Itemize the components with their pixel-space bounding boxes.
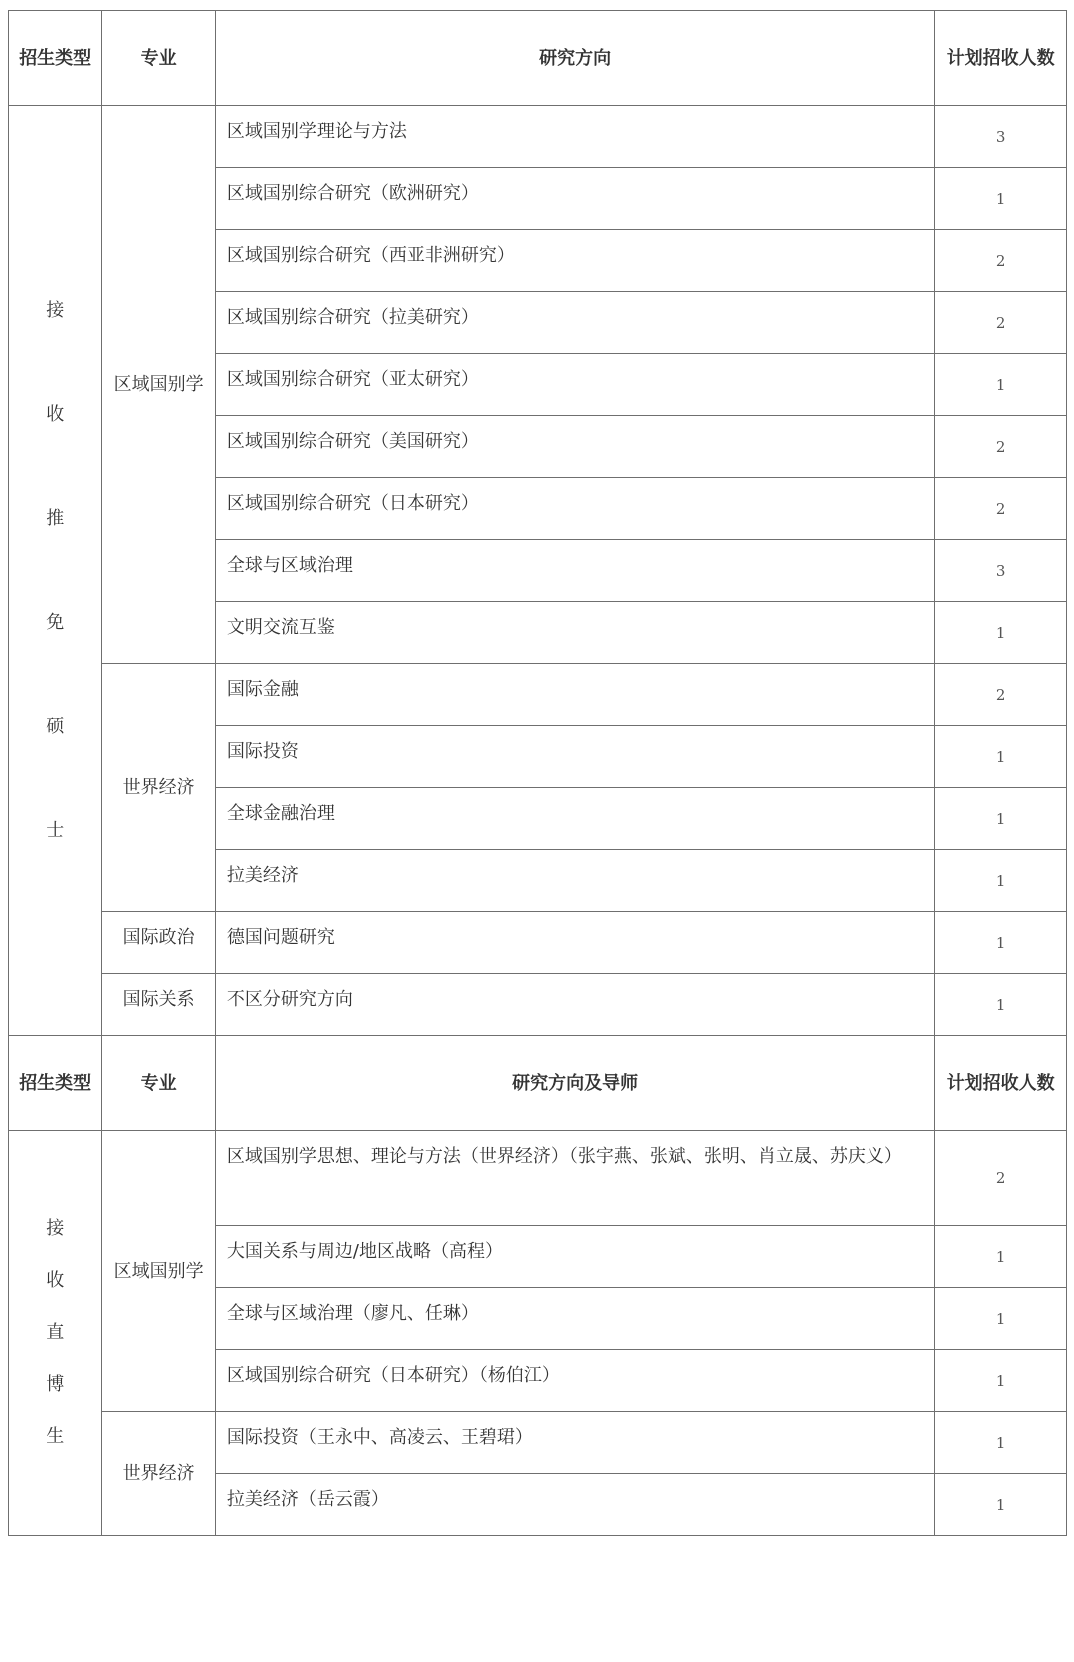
direction-cell: 区域国别综合研究（欧洲研究） [215,168,934,230]
direction-cell: 拉美经济（岳云霞） [215,1474,934,1536]
direction-cell: 文明交流互鉴 [215,602,934,664]
major-cell: 国际关系 [102,974,216,1036]
direction-cell: 全球金融治理 [215,788,934,850]
count-cell: 2 [935,292,1067,354]
type-char: 士 [46,819,65,841]
count-cell: 1 [935,168,1067,230]
type-char: 推 [46,507,65,529]
enrollment-type-cell [9,106,102,1036]
count-cell: 1 [935,974,1067,1036]
type-char: 接 [46,299,65,321]
count-cell: 1 [935,1350,1067,1412]
count-cell: 2 [935,478,1067,540]
direction-cell: 不区分研究方向 [215,974,934,1036]
count-cell: 1 [935,602,1067,664]
count-cell: 3 [935,540,1067,602]
type-char: 直 [46,1322,65,1343]
direction-cell: 区域国别综合研究（亚太研究） [215,354,934,416]
count-cell: 1 [935,1474,1067,1536]
table-row [9,1131,1067,1226]
direction-cell: 大国关系与周边/地区战略（高程） [215,1226,934,1288]
table-row [9,974,1067,1036]
header-count: 计划招收人数 [935,1036,1067,1131]
count-cell: 2 [935,230,1067,292]
major-cell: 世界经济 [102,1412,216,1536]
direction-cell: 区域国别综合研究（日本研究）（杨伯江） [215,1350,934,1412]
header-type: 招生类型 [9,1036,102,1131]
header-type: 招生类型 [9,11,102,106]
table-row [9,106,1067,168]
count-cell: 1 [935,1412,1067,1474]
major-cell: 国际政治 [102,912,216,974]
type-char: 博 [46,1374,65,1395]
direction-cell: 国际投资（王永中、高凌云、王碧珺） [215,1412,934,1474]
count-cell: 2 [935,416,1067,478]
direction-cell: 拉美经济 [215,850,934,912]
direction-cell: 区域国别学理论与方法 [215,106,934,168]
major-cell: 区域国别学 [102,1131,216,1412]
enrollment-table [8,10,1067,1536]
type-char: 免 [46,611,65,633]
major-cell: 世界经济 [102,664,216,912]
major-cell: 区域国别学 [102,106,216,664]
header-direction: 研究方向 [215,11,934,106]
count-cell: 2 [935,664,1067,726]
direction-cell: 国际投资 [215,726,934,788]
count-cell: 1 [935,788,1067,850]
count-cell: 1 [935,354,1067,416]
count-cell: 2 [935,1131,1067,1226]
table1-header-row [9,11,1067,106]
type-char: 生 [46,1426,65,1447]
count-cell: 1 [935,912,1067,974]
type-char: 收 [46,403,65,425]
direction-cell: 全球与区域治理（廖凡、任琳） [215,1288,934,1350]
count-cell: 1 [935,1288,1067,1350]
direction-cell: 全球与区域治理 [215,540,934,602]
direction-cell: 区域国别综合研究（西亚非洲研究） [215,230,934,292]
count-cell: 3 [935,106,1067,168]
count-cell: 1 [935,726,1067,788]
count-cell: 1 [935,1226,1067,1288]
count-cell: 1 [935,850,1067,912]
header-major: 专业 [102,1036,216,1131]
table-row [9,1412,1067,1474]
direction-cell: 区域国别综合研究（日本研究） [215,478,934,540]
direction-cell: 德国问题研究 [215,912,934,974]
enrollment-type-cell [9,1131,102,1536]
direction-cell: 区域国别综合研究（拉美研究） [215,292,934,354]
table-row [9,912,1067,974]
direction-cell: 国际金融 [215,664,934,726]
header-major: 专业 [102,11,216,106]
table2-header-row [9,1036,1067,1131]
type-char: 接 [46,1218,65,1239]
header-count: 计划招收人数 [935,11,1067,106]
direction-cell: 区域国别综合研究（美国研究） [215,416,934,478]
table-row [9,664,1067,726]
type-char: 硕 [46,715,65,737]
type-char: 收 [46,1270,65,1291]
direction-cell: 区域国别学思想、理论与方法（世界经济）（张宇燕、张斌、张明、肖立晟、苏庆义） [215,1131,934,1226]
header-direction: 研究方向及导师 [215,1036,934,1131]
